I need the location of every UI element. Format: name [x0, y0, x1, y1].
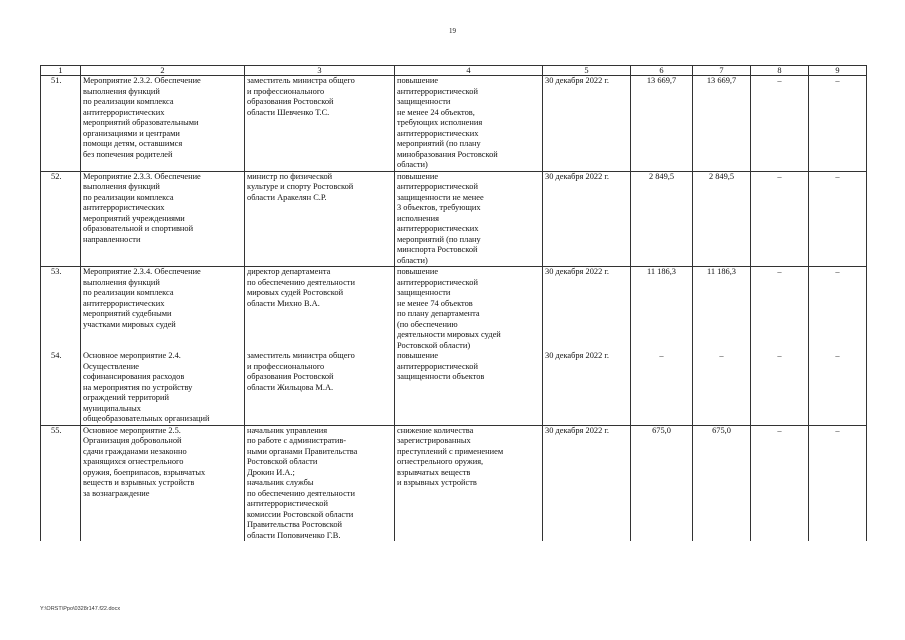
executor-cell — [245, 425, 395, 541]
cell-line: по плану департамента — [397, 309, 480, 318]
table-row — [41, 351, 867, 425]
amount-cell: 11 186,3 — [631, 267, 693, 352]
cell-line: ными органами Правительства — [247, 446, 358, 456]
plan-table — [40, 65, 867, 541]
amount-cell: – — [809, 351, 867, 425]
deadline-cell: 30 декабря 2022 г. — [543, 171, 631, 267]
amount-cell: – — [751, 171, 809, 267]
amount-cell: – — [751, 267, 809, 352]
cell-line: комиссии Ростовской области — [247, 509, 354, 519]
cell-line: области) — [397, 255, 428, 265]
event-cell — [81, 76, 245, 172]
amount-cell: – — [751, 351, 809, 425]
cell-line: защищенности — [397, 288, 451, 297]
amount-cell: – — [809, 76, 867, 172]
deadline-cell: 30 декабря 2022 г. — [543, 76, 631, 172]
cell-line: по реализации комплекса — [83, 288, 174, 297]
cell-line: защищенности не менее — [397, 192, 484, 202]
cell-line: мероприятий (по плану — [397, 234, 481, 244]
cell-line: заместитель министра общего — [247, 76, 355, 85]
cell-line: повышение — [397, 267, 439, 276]
amount-cell: 11 186,3 — [693, 267, 751, 352]
cell-line: Мероприятие 2.3.2. Обеспечение — [83, 76, 201, 85]
cell-line: области) — [397, 160, 428, 169]
cell-line: антитеррористической — [397, 361, 478, 371]
header-cell: 5 — [543, 66, 631, 76]
cell-line: защищенности объектов — [397, 372, 485, 381]
cell-line: Дрокин И.А.; — [247, 467, 295, 477]
cell-line: преступлений с применением — [397, 446, 504, 456]
cell-line: общеобразовательных организаций — [83, 414, 210, 423]
cell-line: по обеспечению деятельности — [247, 488, 355, 498]
cell-line: антитеррористических — [397, 224, 479, 233]
amount-cell: 13 669,7 — [631, 76, 693, 172]
cell-line: деятельности мировых судей — [397, 330, 501, 339]
cell-line: антитеррористических — [83, 203, 165, 212]
cell-line: Ростовской области) — [397, 340, 471, 350]
event-cell — [81, 425, 245, 541]
cell-line: и профессионального — [247, 361, 325, 371]
cell-line: образования Ростовской — [247, 97, 334, 106]
result-cell — [395, 171, 543, 267]
cell-line: начальник службы — [247, 478, 314, 487]
cell-line: директор департамента — [247, 267, 331, 276]
table-row — [41, 76, 867, 172]
cell-line: по работе с административ- — [247, 436, 347, 445]
amount-cell: – — [693, 351, 751, 425]
cell-line: образовательной и спортивной — [83, 224, 194, 233]
cell-line: Основное мероприятие 2.5. — [83, 425, 181, 435]
header-cell: 6 — [631, 66, 693, 76]
result-cell — [395, 267, 543, 352]
cell-line: и профессионального — [247, 86, 325, 96]
cell-line: муниципальных — [83, 403, 141, 413]
cell-line: исполнения — [397, 213, 439, 223]
cell-line: антитеррористической — [397, 86, 478, 96]
cell-line: выполнения функций — [83, 86, 160, 96]
cell-line: 3 объектов, требующих — [397, 203, 481, 212]
cell-line: области Жильцова М.А. — [247, 382, 334, 392]
cell-line: взрывчатых веществ — [397, 467, 471, 477]
cell-line: без попечения родителей — [83, 149, 173, 159]
cell-line: защищенности — [397, 97, 451, 106]
cell-line: сдачи гражданами незаконно — [83, 446, 187, 456]
cell-line: антитеррористических — [83, 298, 165, 308]
amount-cell: 2 849,5 — [693, 171, 751, 267]
table-row — [41, 267, 867, 352]
executor-cell — [245, 351, 395, 425]
cell-line: мировых судей Ростовской — [247, 288, 344, 297]
cell-line: направленности — [83, 234, 141, 244]
cell-line: хранящихся огнестрельного — [83, 457, 184, 466]
executor-cell — [245, 267, 395, 352]
cell-line: мероприятий образовательными — [83, 118, 199, 127]
cell-line: антитеррористической — [247, 499, 328, 508]
cell-line: помощи детям, оставшимся — [83, 139, 183, 148]
executor-cell — [245, 171, 395, 267]
header-cell: 9 — [809, 66, 867, 76]
cell-line: образования Ростовской — [247, 372, 334, 381]
cell-line: и взрывных устройств — [397, 478, 477, 487]
cell-line: начальник управления — [247, 425, 328, 435]
cell-line: за вознаграждение — [83, 488, 150, 498]
amount-cell: – — [751, 76, 809, 172]
cell-line: повышение — [397, 76, 439, 85]
cell-line: на мероприятия по устройству — [83, 382, 193, 392]
event-cell — [81, 171, 245, 267]
cell-line: культуре и спорту Ростовской — [247, 182, 354, 191]
header-cell: 8 — [751, 66, 809, 76]
cell-line: не менее 24 объектов, — [397, 107, 475, 117]
page-number: 19 — [449, 27, 456, 35]
cell-line: мероприятий судебными — [83, 309, 172, 318]
amount-cell: – — [631, 351, 693, 425]
cell-line: области Аракелян С.Р. — [247, 192, 327, 202]
cell-line: министр по физической — [247, 171, 333, 181]
cell-line: области Михно В.А. — [247, 298, 320, 308]
cell-line: оружия, боеприпасов, взрывчатых — [83, 467, 206, 477]
deadline-cell: 30 декабря 2022 г. — [543, 351, 631, 425]
amount-cell: 13 669,7 — [693, 76, 751, 172]
cell-line: минспорта Ростовской — [397, 245, 478, 254]
cell-line: по обеспечению деятельности — [247, 277, 355, 287]
cell-line: по реализации комплекса — [83, 192, 174, 202]
deadline-cell: 30 декабря 2022 г. — [543, 267, 631, 352]
cell-line: заместитель министра общего — [247, 351, 355, 360]
cell-line: выполнения функций — [83, 277, 160, 287]
cell-line: зарегистрированных — [397, 436, 471, 445]
row-number-cell: 54. — [41, 351, 81, 425]
row-number-cell: 52. — [41, 171, 81, 267]
event-cell — [81, 351, 245, 425]
header-cell: 7 — [693, 66, 751, 76]
cell-line: огнестрельного оружия, — [397, 457, 484, 466]
cell-line: Мероприятие 2.3.3. Обеспечение — [83, 171, 201, 181]
file-path-footer: Y:\ORST\Ppo\0328r147.f22.docx — [40, 606, 121, 612]
amount-cell: 2 849,5 — [631, 171, 693, 267]
cell-line: повышение — [397, 351, 439, 360]
header-row — [41, 66, 867, 76]
result-cell — [395, 425, 543, 541]
table-body — [41, 66, 867, 542]
cell-line: минобразования Ростовской — [397, 149, 498, 159]
header-cell: 4 — [395, 66, 543, 76]
cell-line: выполнения функций — [83, 182, 160, 191]
cell-line: Мероприятие 2.3.4. Обеспечение — [83, 267, 201, 276]
header-cell: 2 — [81, 66, 245, 76]
deadline-cell: 30 декабря 2022 г. — [543, 425, 631, 541]
cell-line: повышение — [397, 171, 439, 181]
cell-line: Осуществление — [83, 361, 140, 371]
cell-line: ограждений территорий — [83, 393, 169, 402]
amount-cell: 675,0 — [631, 425, 693, 541]
cell-line: требующих исполнения — [397, 118, 483, 127]
row-number-cell: 51. — [41, 76, 81, 172]
table-row — [41, 171, 867, 267]
cell-line: антитеррористической — [397, 277, 478, 287]
amount-cell: – — [809, 267, 867, 352]
cell-line: мероприятий (по плану — [397, 139, 481, 148]
cell-line: участками мировых судей — [83, 319, 176, 329]
cell-line: Ростовской области — [247, 457, 318, 466]
cell-line: области Шевченко Т.С. — [247, 107, 330, 117]
cell-line: мероприятий учреждениями — [83, 213, 185, 223]
cell-line: веществ и взрывных устройств — [83, 478, 195, 487]
header-cell: 3 — [245, 66, 395, 76]
row-number-cell: 53. — [41, 267, 81, 352]
header-cell: 1 — [41, 66, 81, 76]
table-row — [41, 425, 867, 541]
cell-line: (по обеспечению — [397, 319, 458, 329]
cell-line: Правительства Ростовской — [247, 520, 343, 529]
amount-cell: 675,0 — [693, 425, 751, 541]
cell-line: софинансирования расходов — [83, 372, 185, 381]
cell-line: не менее 74 объектов — [397, 298, 473, 308]
amount-cell: – — [751, 425, 809, 541]
cell-line: антитеррористической — [397, 182, 478, 191]
cell-line: по реализации комплекса — [83, 97, 174, 106]
executor-cell — [245, 76, 395, 172]
cell-line: антитеррористических — [397, 128, 479, 138]
row-number-cell: 55. — [41, 425, 81, 541]
cell-line: области Поповиченко Г.В. — [247, 530, 341, 540]
cell-line: организациями и центрами — [83, 128, 180, 138]
amount-cell: – — [809, 425, 867, 541]
cell-line: Организация добровольной — [83, 436, 182, 445]
cell-line: антитеррористических — [83, 107, 165, 117]
result-cell — [395, 76, 543, 172]
event-cell — [81, 267, 245, 352]
cell-line: Основное мероприятие 2.4. — [83, 351, 181, 360]
cell-line: снижение количества — [397, 425, 474, 435]
amount-cell: – — [809, 171, 867, 267]
result-cell — [395, 351, 543, 425]
